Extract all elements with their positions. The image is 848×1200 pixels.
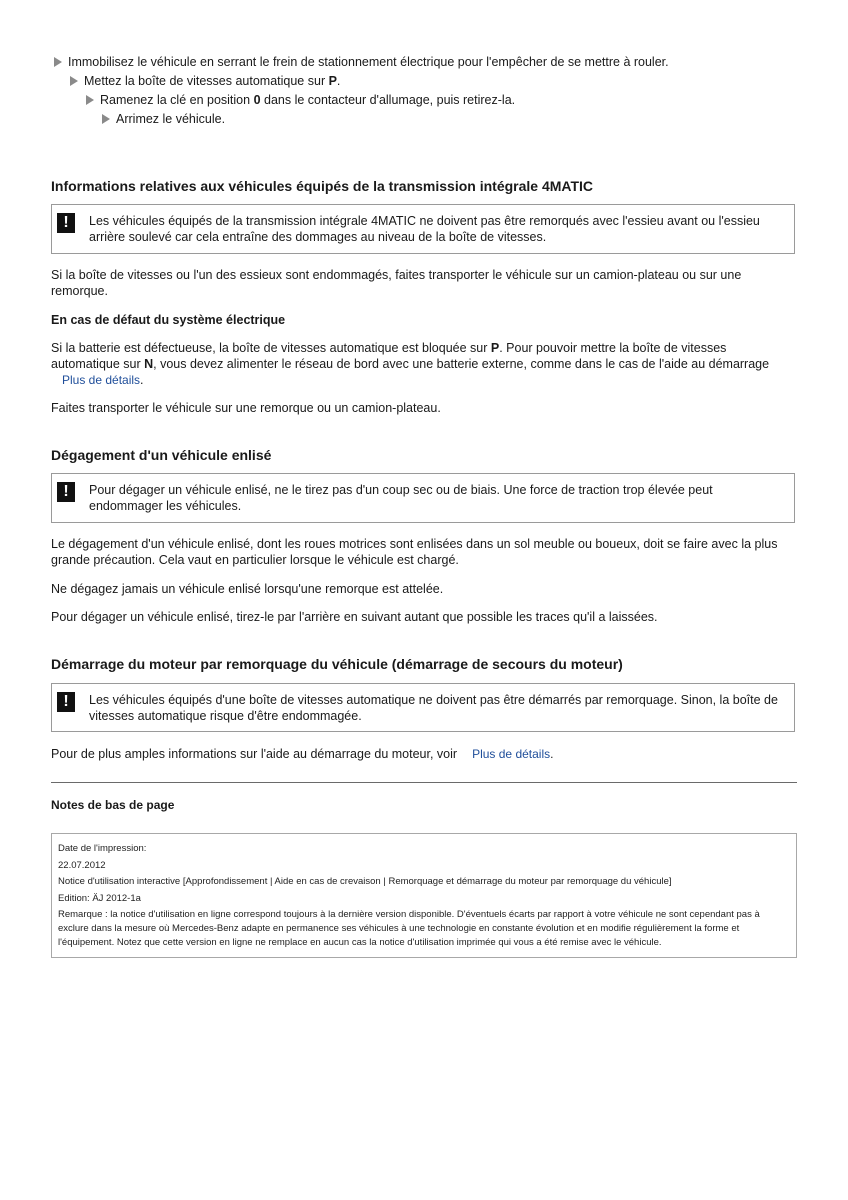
paragraph: Ne dégagez jamais un véhicule enlisé lorsqu'une remorque est attelée. (51, 582, 444, 596)
section-title-tow-start: Démarrage du moteur par remorquage du véhicule (démarrage de secours du moteur) (51, 656, 623, 672)
step-text: Immobilisez le véhicule en serrant le frein de stationnement électrique pour l'empêcher de se mettre à rouler. (68, 55, 669, 69)
warning-text: Les véhicules équipés d'une boîte de vitesses automatique ne doivent pas être démarrés par remorquage. Sinon, la boîte de vitesses automatique risque d'être endommagée. (89, 693, 778, 723)
step-4 (102, 111, 225, 127)
paragraph: Faites transporter le véhicule sur une remorque ou un camion-plateau. (51, 401, 441, 415)
text-segment: . (140, 373, 144, 387)
bullet-arrow-icon (70, 76, 78, 86)
paragraph: Si la boîte de vitesses ou l'un des essieux sont endommagés, faites transporter le véhicule sur un camion-plateau ou sur une remorque. (51, 268, 742, 298)
section-title-stuck-vehicle: Dégagement d'un véhicule enlisé (51, 447, 272, 463)
paragraph-electrical-fault (51, 340, 797, 388)
warning-icon: ! (57, 482, 75, 502)
divider (51, 782, 797, 783)
step-2 (70, 73, 340, 89)
step-text: Ramenez la clé en position (100, 93, 254, 107)
footnote-breadcrumb: Notice d'utilisation interactive [Approfondissement | Aide en cas de crevaison | Remorquage et démarrage du moteur par remorquage du véhicule] (58, 876, 672, 888)
footnotes-title: Notes de bas de page (51, 798, 175, 812)
warning-text: Les véhicules équipés de la transmission intégrale 4MATIC ne doivent pas être remorqués avec l'essieu avant ou l'essieu arrière soulevé car cela entraîne des dommages au niveau de la boîte de vitesses. (89, 214, 760, 244)
warning-text: Pour dégager un véhicule enlisé, ne le tirez pas d'un coup sec ou de biais. Une force de traction trop élevée peut endommager les véhicules. (89, 483, 713, 513)
bullet-arrow-icon (86, 95, 94, 105)
step-bold: 0 (253, 93, 261, 107)
warning-icon: ! (57, 692, 75, 712)
footnote-print-date: 22.07.2012 (58, 859, 106, 871)
footnote-remark: Remarque : la notice d'utilisation en ligne correspond toujours à la dernière version disponible. D'éventuels écarts par rapport à votre véhicule ne sont cependant pas à exclure dans la mesure où Mercedes-Benz adapte en permanence ses véhicules à une technologie en constante évolution et en modifie régulièrement la forme et l'équipement. Notez que cette version en ligne ne remplace en aucun cas la notice d'utilisation imprimée qui vous a été remise avec le véhicule. (58, 909, 760, 948)
text-segment: Pour de plus amples informations sur l'aide au démarrage du moteur, voir (51, 747, 458, 761)
more-details-link[interactable]: Plus de détails (472, 747, 551, 761)
warning-box-stuck-vehicle (51, 473, 795, 523)
footnotes-box (51, 833, 797, 958)
bullet-arrow-icon (102, 114, 110, 124)
step-text: Arrimez le véhicule. (116, 112, 226, 126)
text-segment: , vous devez alimenter le réseau de bord avec une batterie externe, comme dans le cas de l'aide au démarrage (153, 357, 770, 371)
warning-icon: ! (57, 213, 75, 233)
step-3 (86, 92, 515, 108)
text-segment: . Pour pouvoir mettre la boîte de vitesses automatique sur (51, 341, 727, 371)
bold-gear-n: N (144, 357, 154, 371)
warning-box-4matic (51, 204, 795, 254)
paragraph: Pour dégager un véhicule enlisé, tirez-le par l'arrière en suivant autant que possible les traces qu'il a laissées. (51, 610, 658, 624)
text-segment: Si la batterie est défectueuse, la boîte de vitesses automatique est bloquée sur (51, 341, 491, 355)
step-text: . (336, 74, 341, 88)
warning-box-tow-start (51, 683, 795, 732)
paragraph-jump-start (51, 746, 797, 762)
subsection-title: En cas de défaut du système électrique (51, 313, 286, 327)
more-details-link[interactable]: Plus de détails (62, 373, 141, 387)
paragraph: Le dégagement d'un véhicule enlisé, dont les roues motrices sont enlisées dans un sol meuble ou boueux, doit se faire avec la plus grande précaution. Cela vaut en particulier lorsque le véhicule est chargé. (51, 537, 778, 567)
step-text: dans le contacteur d'allumage, puis retirez-la. (260, 93, 516, 107)
bullet-arrow-icon (54, 57, 62, 67)
step-bold: P (328, 74, 337, 88)
step-1 (54, 54, 669, 70)
bold-gear-p: P (490, 341, 500, 355)
section-title-4matic: Informations relatives aux véhicules équipés de la transmission intégrale 4MATIC (51, 178, 594, 194)
footnote-edition: Edition: ÄJ 2012-1a (58, 892, 141, 904)
step-text: Mettez la boîte de vitesses automatique sur (84, 74, 329, 88)
text-segment: . (550, 747, 554, 761)
footnote-print-date-label: Date de l'impression: (58, 843, 147, 854)
